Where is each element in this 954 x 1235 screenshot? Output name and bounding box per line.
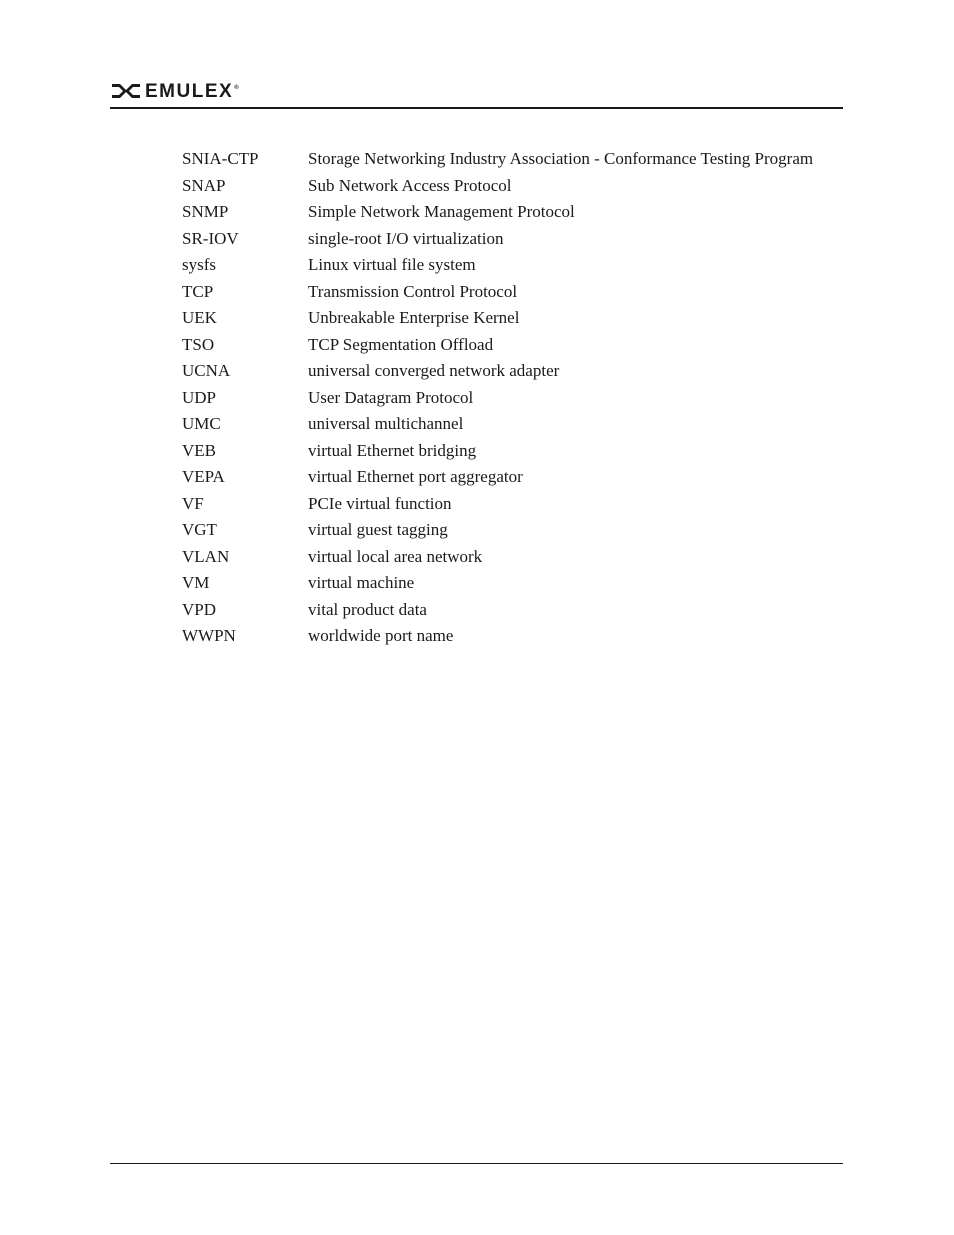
abbreviation-definition: PCIe virtual function <box>308 493 452 513</box>
glossary-row <box>182 493 822 514</box>
abbreviation-definition: virtual local area network <box>308 546 483 566</box>
glossary-row <box>182 360 822 381</box>
abbreviation-term: SR-IOV <box>182 228 239 248</box>
page-header <box>111 78 240 104</box>
abbreviation-term: VM <box>182 573 210 592</box>
footer-rule <box>110 1163 843 1164</box>
abbreviation-term: WWPN <box>182 626 236 645</box>
abbreviation-term: VEPA <box>182 467 225 486</box>
glossary-row <box>182 625 822 646</box>
glossary-row <box>182 440 822 461</box>
abbreviation-term: SNAP <box>182 175 226 195</box>
abbreviation-definition: Storage Networking Industry Association - Conformance Testing Program <box>308 149 814 168</box>
glossary-row <box>182 175 822 196</box>
abbreviation-definition: virtual Ethernet bridging <box>308 440 477 460</box>
abbreviation-term: VEB <box>182 440 216 460</box>
glossary-row <box>182 599 822 620</box>
glossary-row <box>182 281 822 302</box>
abbreviation-term: SNIA-CTP <box>182 149 259 168</box>
abbreviation-definition: worldwide port name <box>308 626 454 645</box>
abbreviation-definition: universal multichannel <box>308 414 464 433</box>
glossary-row <box>182 148 822 169</box>
abbreviation-definition: TCP Segmentation Offload <box>308 334 494 354</box>
abbreviation-definition: universal converged network adapter <box>308 361 560 380</box>
abbreviation-term: TSO <box>182 334 215 354</box>
abbreviation-term: TCP <box>182 281 214 301</box>
abbreviation-term: VF <box>182 493 204 513</box>
glossary-row <box>182 228 822 249</box>
abbreviation-term: SNMP <box>182 202 229 221</box>
company-logo-text: EMULEX® <box>145 80 241 102</box>
abbreviation-definition: Transmission Control Protocol <box>308 281 518 301</box>
glossary-row <box>182 334 822 355</box>
abbreviation-term: UEK <box>182 308 217 327</box>
glossary-row <box>182 466 822 487</box>
abbreviation-term: sysfs <box>182 255 217 274</box>
abbreviation-definition: User Datagram Protocol <box>308 387 474 407</box>
glossary-row <box>182 387 822 408</box>
glossary-row <box>182 546 822 567</box>
glossary-row <box>182 519 822 540</box>
abbreviation-definition: virtual Ethernet port aggregator <box>308 467 523 486</box>
abbreviation-definition: Unbreakable Enterprise Kernel <box>308 308 520 327</box>
abbreviation-term: VGT <box>182 520 217 539</box>
abbreviation-definition: Sub Network Access Protocol <box>308 175 512 195</box>
emulex-logo-icon <box>111 82 141 100</box>
abbreviation-definition: single-root I/O virtualization <box>308 228 504 248</box>
glossary-row <box>182 307 822 328</box>
abbreviation-term: UDP <box>182 387 217 407</box>
glossary-row <box>182 413 822 434</box>
abbreviation-term: VLAN <box>182 546 230 566</box>
abbreviation-definition: Simple Network Management Protocol <box>308 202 575 221</box>
abbreviation-definition: virtual guest tagging <box>308 520 448 539</box>
header-rule <box>110 107 843 109</box>
glossary-row <box>182 254 822 275</box>
glossary-row <box>182 201 822 222</box>
abbreviation-term: UCNA <box>182 361 231 380</box>
abbreviation-definition: virtual machine <box>308 573 415 592</box>
abbreviation-definition: vital product data <box>308 599 427 619</box>
abbreviation-definition: Linux virtual file system <box>308 255 476 274</box>
abbreviation-list <box>182 148 822 652</box>
trademark-symbol: ® <box>234 85 241 92</box>
abbreviation-term: VPD <box>182 599 217 619</box>
abbreviation-term: UMC <box>182 414 221 433</box>
glossary-row <box>182 572 822 593</box>
